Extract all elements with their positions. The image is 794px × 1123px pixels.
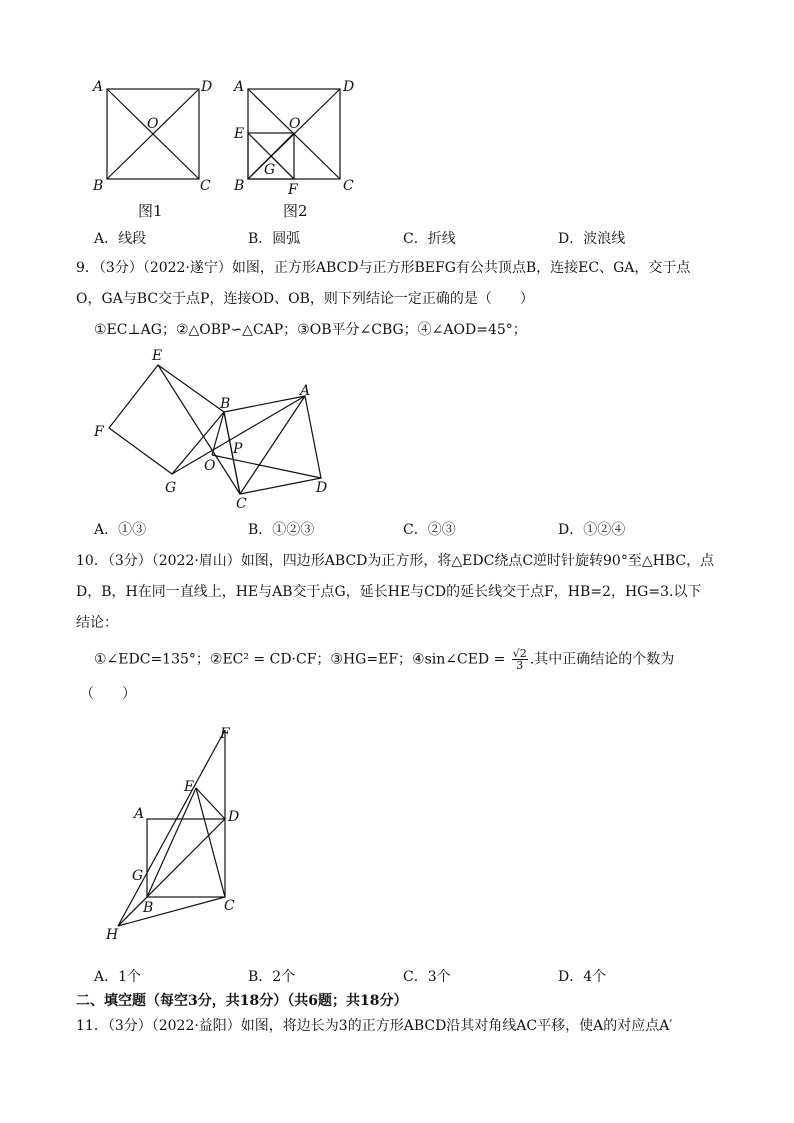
q9-option-d: D．①②④ bbox=[558, 522, 626, 538]
q9-label-C: C bbox=[236, 496, 247, 510]
q8-fig2-label-B: B bbox=[234, 178, 245, 194]
q10-fraction-denominator: 3 bbox=[516, 659, 524, 672]
q9-option-b: B．①②③ bbox=[248, 522, 315, 538]
q8-fig1-label-C: C bbox=[200, 178, 211, 194]
q8-fig2-label-G: G bbox=[264, 162, 276, 178]
q9-stem-line-2: O，GA与BC交于点P，连接OD、OB，则下列结论一定正确的是（ ） bbox=[76, 291, 534, 307]
q9-label-D: D bbox=[316, 480, 328, 496]
q8-fig2-label-F: F bbox=[288, 182, 298, 198]
q10-option-c: C．3个 bbox=[403, 969, 451, 985]
q9-figure bbox=[0, 340, 794, 510]
q9-option-a: A．①③ bbox=[94, 522, 147, 538]
q10-stem-line-1: 10．（3分）（2022·眉山）如图，四边形ABCD为正方形，将△EDC绕点C逆时针旋转90°至△HBC，点 bbox=[76, 553, 715, 569]
q9-label-A: A bbox=[300, 383, 311, 399]
q10-answer-paren: （ ） bbox=[80, 686, 136, 702]
q10-conclusions bbox=[94, 648, 674, 671]
q9-stem-line-1: 9．（3分）（2022·遂宁）如图，正方形ABCD与正方形BEFG有公共顶点B，连接EC、GA，交于点 bbox=[76, 260, 691, 276]
q9-label-O: O bbox=[204, 458, 216, 474]
q10-label-C: C bbox=[224, 898, 235, 914]
q8-fig2-label-A: A bbox=[234, 79, 245, 95]
q10-label-D: D bbox=[228, 809, 240, 825]
q8-option-c: C．折线 bbox=[403, 231, 456, 247]
q8-option-d: D．波浪线 bbox=[558, 231, 626, 247]
q10-fraction-numerator: √2 bbox=[512, 647, 527, 660]
q10-label-B: B bbox=[143, 900, 154, 916]
q10-option-b: B．2个 bbox=[248, 969, 296, 985]
q9-label-P: P bbox=[233, 441, 243, 457]
q8-figure-2 bbox=[248, 89, 340, 179]
q9-label-B: B bbox=[220, 396, 231, 412]
q9-option-c: C．②③ bbox=[403, 522, 456, 538]
q10-label-H: H bbox=[106, 927, 119, 943]
q8-fig2-label-E: E bbox=[234, 126, 245, 142]
q8-fig1-label-A: A bbox=[93, 79, 104, 95]
q8-option-a: A．线段 bbox=[94, 231, 147, 247]
q8-fig2-caption: 图2 bbox=[283, 202, 308, 220]
q10-label-A: A bbox=[134, 806, 145, 822]
q10-stem-line-2: D，B，H在同一直线上，HE与AB交于点G，延长HE与CD的延长线交于点F，HB=2，HG=3.以下 bbox=[76, 584, 702, 600]
q9-label-E: E bbox=[152, 348, 163, 364]
q9-label-F: F bbox=[94, 424, 104, 440]
q8-fig1-caption: 图1 bbox=[138, 202, 163, 220]
q10-fraction bbox=[512, 648, 528, 671]
q10-conclusions-text: ①∠EDC=135°；②EC² = CD·CF；③HG=EF；④sin∠CED = bbox=[94, 651, 506, 668]
q10-conclusions-tail: .其中正确结论的个数为 bbox=[529, 651, 675, 668]
q8-fig1-label-D: D bbox=[201, 79, 213, 95]
q9-conclusions: ①EC⊥AG；②△OBP∽△CAP；③OB平分∠CBG；④∠AOD=45°； bbox=[94, 322, 527, 338]
q10-figure bbox=[0, 720, 794, 950]
q8-fig2-label-O: O bbox=[289, 116, 301, 132]
q8-fig1-label-O: O bbox=[147, 116, 159, 132]
q9-label-G: G bbox=[165, 480, 177, 496]
q10-label-G: G bbox=[132, 868, 144, 884]
q8-option-b: B．圆弧 bbox=[248, 231, 301, 247]
q11-stem-line-1: 11．（3分）（2022·益阳）如图，将边长为3的正方形ABCD沿其对角线AC平移，使A的对应点A′ bbox=[76, 1018, 673, 1034]
q8-fig2-label-D: D bbox=[343, 79, 355, 95]
q10-stem-line-3: 结论： bbox=[76, 615, 118, 631]
q10-option-d: D．4个 bbox=[558, 969, 607, 985]
q10-label-F: F bbox=[220, 726, 230, 742]
q8-figure-1 bbox=[107, 89, 199, 179]
q8-fig2-label-C: C bbox=[343, 178, 354, 194]
q8-figures bbox=[0, 0, 794, 230]
q8-fig1-label-B: B bbox=[93, 178, 104, 194]
q10-option-a: A．1个 bbox=[94, 969, 142, 985]
section-fill-in-title: 二、填空题（每空3分，共18分）（共6题；共18分） bbox=[76, 993, 408, 1009]
q10-label-E: E bbox=[184, 779, 195, 795]
